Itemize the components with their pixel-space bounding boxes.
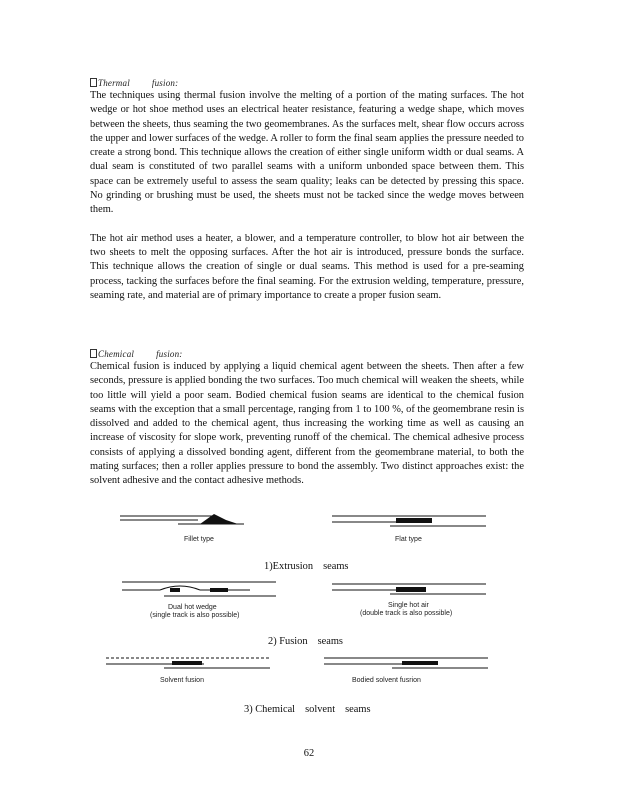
heading-word-1: Chemical (98, 349, 135, 359)
single-hot-air-label: Single hot air (388, 602, 429, 609)
single-hot-air-diagram (330, 576, 490, 622)
single-hot-air-note: (double track is also possible) (360, 610, 453, 617)
dual-hot-wedge-diagram (120, 576, 280, 622)
heading-word-1: Thermal (98, 78, 130, 88)
section-heading (90, 348, 524, 360)
thermal-fusion-section (90, 77, 524, 303)
flat-type-label: Flat type (395, 536, 422, 543)
dual-hot-wedge-note: (single track is also possible) (150, 612, 240, 619)
bodied-solvent-fusion-label: Bodied solvent fusrion (352, 677, 421, 684)
flat-type-diagram (330, 508, 490, 546)
section-heading (90, 77, 524, 89)
page-number: 62 (303, 748, 315, 759)
bodied-solvent-fusion-diagram (322, 652, 492, 688)
heading-word-2: fusion: (156, 349, 183, 359)
figure-caption-fusion: 2) Fusion seams (268, 636, 343, 647)
figure-caption-chemical: 3) Chemical solvent seams (244, 704, 371, 715)
figure-caption-extrusion: 1)Extrusion seams (264, 561, 349, 572)
fillet-type-label: Fillet type (184, 536, 214, 543)
checkbox-bullet-icon (90, 78, 97, 87)
chemical-fusion-section (90, 348, 524, 489)
paragraph: The hot air method uses a heater, a blower, and a temperature controller, to blow hot air between the two sheets to melt the opposing surfaces. After the hot air is introduced, pressure bonds the surface. This technique allows the creation of single or dual seams. This method is used for a pre-seaming process, tacking the surfaces before the final seaming. For the extrusion welding, temperature, pressure, seaming rate, and material are of primary importance to create a proper fusion seam. (90, 232, 524, 301)
dual-hot-wedge-label: Dual hot wedge (168, 604, 217, 611)
fillet-type-diagram (118, 508, 248, 546)
solvent-fusion-label: Solvent fusion (160, 677, 204, 684)
paragraph: The techniques using thermal fusion involve the melting of a portion of the mating surfaces. The hot wedge or hot shoe method uses an electrical heater resistance, featuring a wedge shape, which moves between the sheets, thus seaming the two geomembranes. As the surfaces melt, shear flow occurs across the upper and lower surfaces of the wedge. A roller to form the final seam applies the pressure needed to create a strong bond. This technique allows the creation of either single uniform width or dual seams. A dual seam is constituted of two parallel seams with a uniform unbonded space between them. This space can be extremely useful to assess the seam quality; leaks can be detected by pressing this space. No grinding or brushing must be used, the sheets must not be tacked since the wedge moves between them. (90, 90, 524, 216)
heading-word-2: fusion: (151, 78, 179, 88)
solvent-fusion-diagram (104, 652, 274, 688)
checkbox-bullet-icon (90, 349, 97, 358)
paragraph: Chemical fusion is induced by applying a liquid chemical agent between the sheets. Then after a few seconds, pressure is applied bonding the two surfaces. Too much chemical will weaken the sheets, while too little will yield a poor seam. Bodied chemical fusion seams are identical to the chemical fusion seams with the exception that a small percentage, ranging from 1 to 100 %, of the geomembrane resin is dissolved and added to the chemical agent, thus increasing the working time as well as causing an increase of viscosity for slope work, preventing runoff of the chemical. The chemical adhesive process consists of applying a dissolved bonding agent, different from the geomembrane material, to both the mating surfaces; then a roller applies pressure to bond the assembly. Two distinct approaches exist: the solvent adhesive and the contact adhesive methods. (90, 361, 524, 487)
